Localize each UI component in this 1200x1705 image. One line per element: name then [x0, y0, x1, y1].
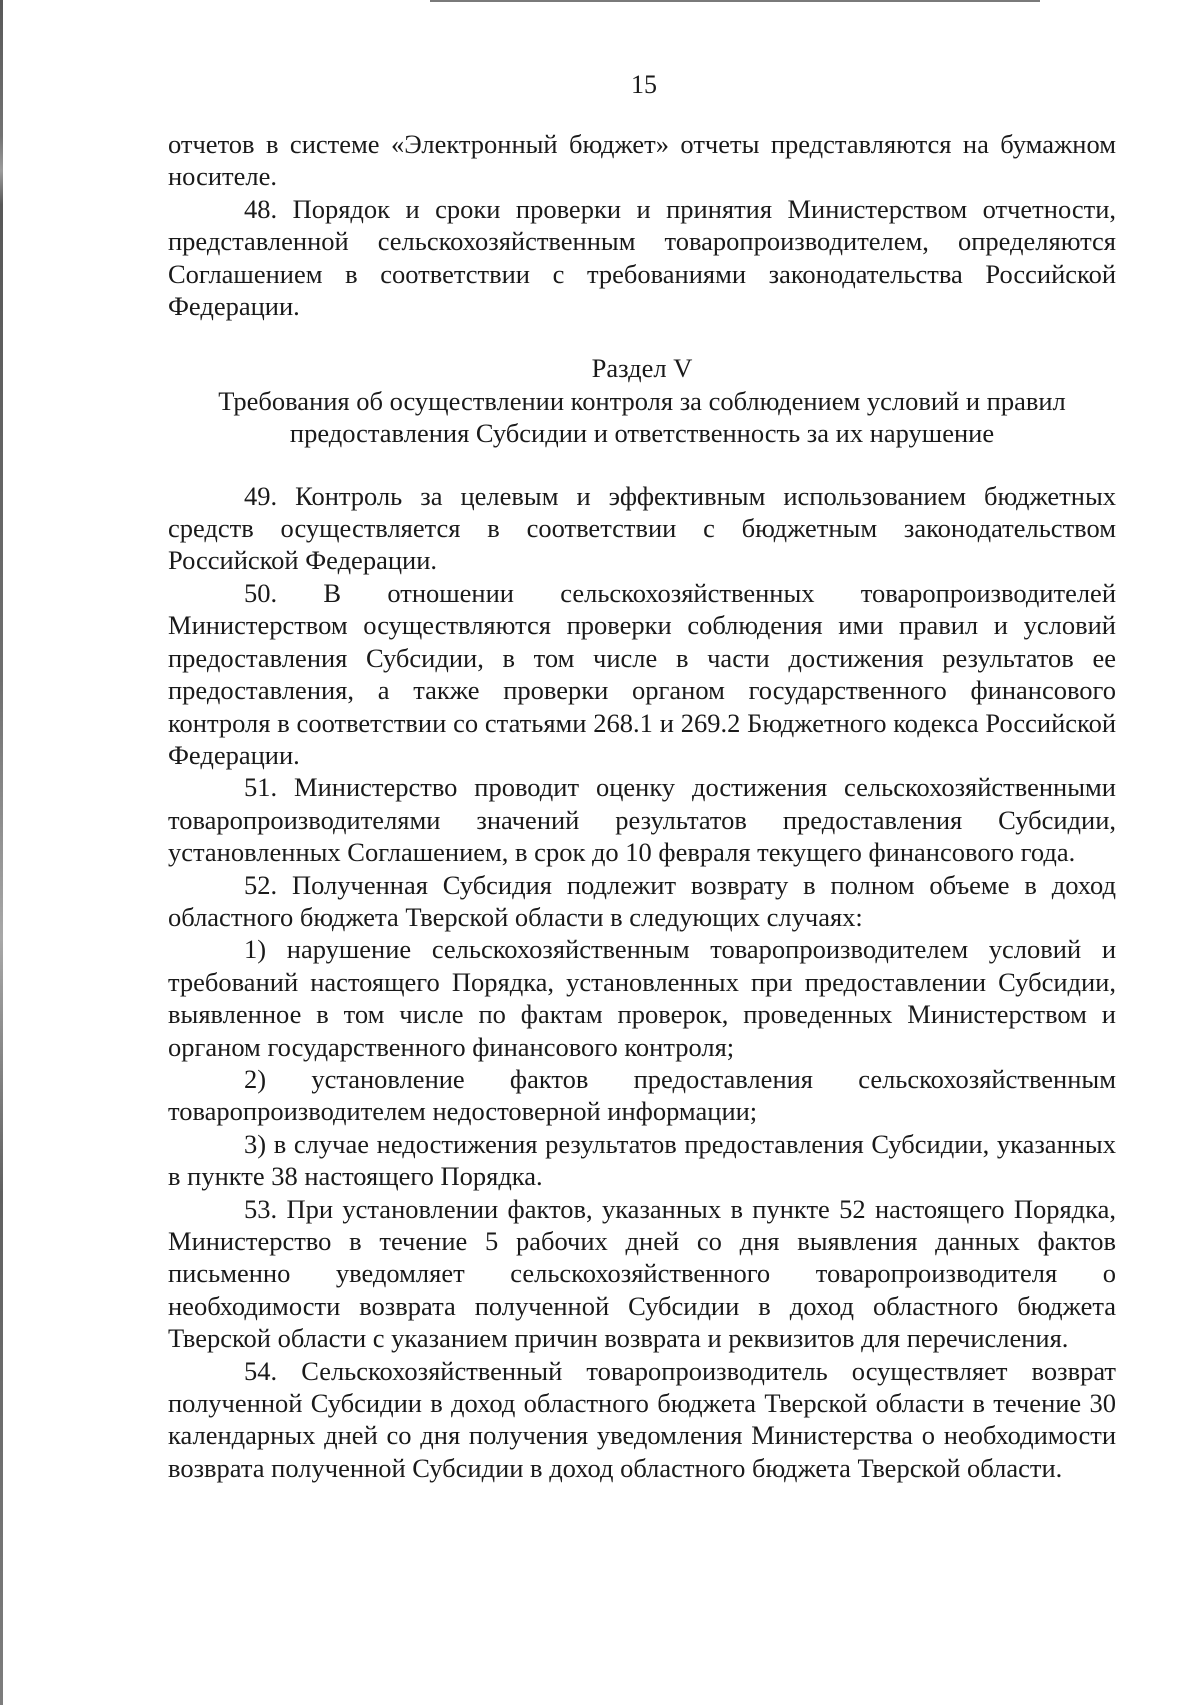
list-item-3: 3) в случае недостижения результатов предоставления Субсидии, указанных в пункте 38 настоящего Порядка. [168, 1128, 1116, 1192]
paragraph-53: 53. При установлении фактов, указанных в пункте 52 настоящего Порядка, Министерство в течение 5 рабочих дней со дня выявления данных фактов письменно уведомляет сельскохозяйственного товаропроизводителя о необходимости возврата полученной Субсидии в доход областного бюджета Тверской области с указанием причин возврата и реквизитов для перечисления. [168, 1193, 1116, 1354]
paragraph-49: 49. Контроль за целевым и эффективным использованием бюджетных средств осуществляется в соответствии с бюджетным законодательством Российской Федерации. [168, 480, 1116, 576]
paragraph-continuation: отчетов в системе «Электронный бюджет» отчеты представляются на бумажном носителе. [168, 129, 1116, 192]
section-subtitle-line-2: предоставления Субсидии и ответственность за их нарушение [289, 418, 995, 449]
list-item-1: 1) нарушение сельскохозяйственным товаропроизводителем условий и требований настоящего Порядка, установленных при предоставлении Субсидии, выявленное в том числе по фактам проверок, проведенных Министерством и органом государственного финансового контроля; [168, 934, 1116, 1062]
paragraph-50: 50. В отношении сельскохозяйственных товаропроизводителей Министерством осуществляются проверки соблюдения ими правил и условий предоставления Субсидии, в том числе в части достижения результатов ее предоставления, а также проверки органом государственного финансового контроля в соответствии со статьями 268.1 и 269.2 Бюджетного кодекса Российской Федерации. [168, 577, 1116, 770]
scan-edge-left [0, 0, 3, 1705]
section-subtitle-line-1: Требования об осуществлении контроля за соблюдением условий и правил [218, 385, 1066, 416]
paragraph-51: 51. Министерство проводит оценку достижения сельскохозяйственными товаропроизводителями значений результатов предоставления Субсидии, установленных Соглашением, в срок до 10 февраля текущего финансового года. [168, 772, 1116, 868]
document-body [168, 128, 1116, 1484]
list-item-2: 2) установление фактов предоставления сельскохозяйственным товаропроизводителем недостоверной информации; [168, 1063, 1116, 1127]
page-number: 15 [631, 70, 657, 99]
section-title: Раздел V [591, 353, 693, 384]
paragraph-48: 48. Порядок и сроки проверки и принятия Министерством отчетности, представленной сельскохозяйственным товаропроизводителем, определяются Соглашением в соответствии с требованиями законодательства Российской Федерации. [168, 193, 1116, 322]
paragraph-52: 52. Полученная Субсидия подлежит возврату в полном объеме в доход областного бюджета Тверской области в следующих случаях: [168, 869, 1116, 932]
paragraph-54: 54. Сельскохозяйственный товаропроизводитель осуществляет возврат полученной Субсидии в доход областного бюджета Тверской области в течение 30 календарных дней со дня получения уведомления Министерства о необходимости возврата полученной Субсидии в доход областного бюджета Тверской области. [168, 1355, 1116, 1483]
spacer [168, 450, 1116, 480]
scan-edge-top [430, 0, 1040, 2]
spacer [168, 322, 1116, 352]
